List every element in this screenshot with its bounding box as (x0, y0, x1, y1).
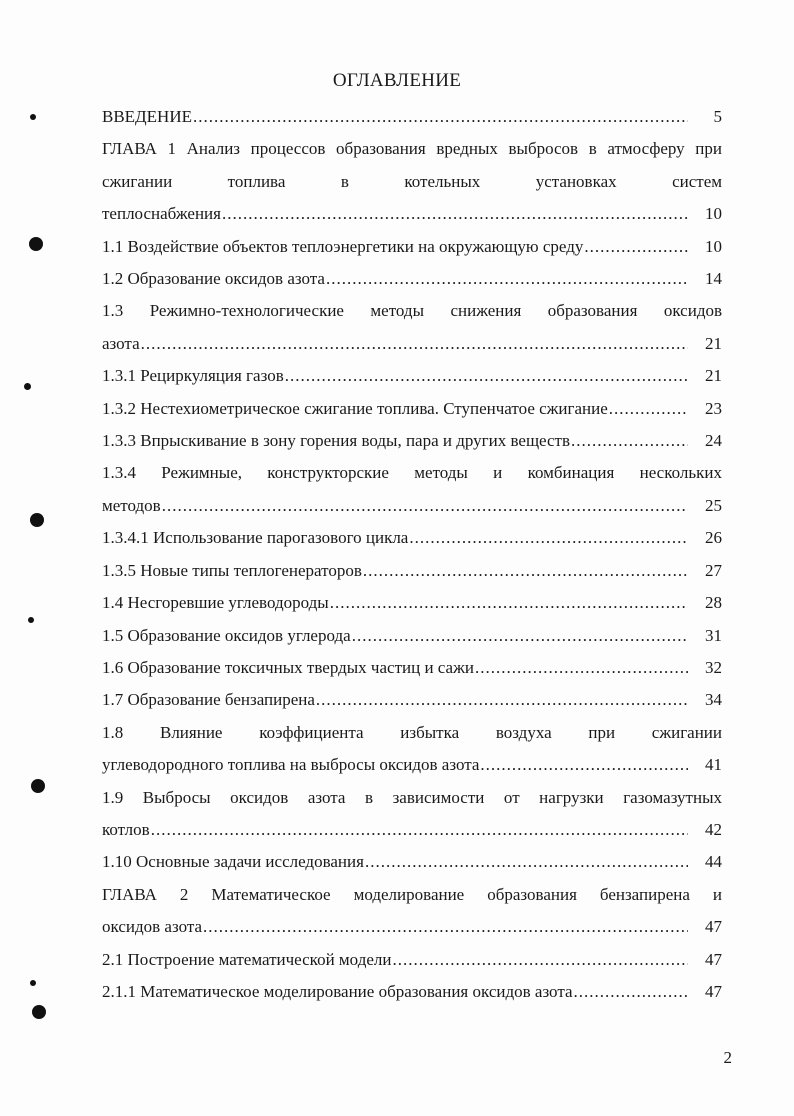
dot-leader (392, 944, 688, 976)
toc-entry-title: 1.3.1 Рециркуляция газов (102, 366, 284, 386)
toc-entry (102, 717, 722, 782)
toc-entry-page: 44 (705, 852, 722, 872)
toc-entry-line (102, 393, 722, 425)
toc-entry-line (102, 425, 722, 457)
toc-entry-heading-text: ГЛАВА 2 Математическое моделирование образования бензапирена и (102, 884, 722, 904)
dot-leader (151, 814, 688, 846)
toc-entry-title: 1.10 Основные задачи исследования (102, 852, 364, 872)
toc-entry (102, 295, 722, 360)
toc-entry (102, 944, 722, 976)
dot-leader (141, 328, 688, 360)
toc-entry (102, 133, 722, 230)
toc-entry (102, 263, 722, 295)
toc-entry (102, 522, 722, 554)
dot-leader (609, 393, 688, 425)
toc-entry-title: 1.3.5 Новые типы теплогенераторов (102, 560, 362, 580)
dot-leader (285, 360, 688, 392)
toc-entry-heading-text: 1.9 Выбросы оксидов азота в зависимости от нагрузки газомазутных (102, 787, 722, 807)
toc-entry (102, 360, 722, 392)
toc-entry-title: 1.3.4.1 Использование парогазового цикла (102, 528, 409, 548)
toc-entry-line (102, 620, 722, 652)
toc-entry-page: 47 (705, 917, 722, 937)
toc-entry-page: 23 (705, 398, 722, 418)
scan-speck (30, 980, 36, 986)
toc-entry-title: азота (102, 333, 140, 353)
toc-entry-title: ВВЕДЕНИЕ (102, 107, 192, 126)
toc-entry-heading-text: 1.3.4 Режимные, конструкторские методы и комбинация нескольких (102, 463, 722, 483)
toc-entry (102, 457, 722, 522)
toc-entry-title: углеводородного топлива на выбросы оксидов азота (102, 755, 480, 775)
toc-entry-page: 41 (705, 755, 722, 775)
toc-entry (102, 976, 722, 1008)
toc-entry-heading-text: ГЛАВА 1 Анализ процессов образования вредных выбросов в атмосферу при сжигании топлива в котельных установках систем (102, 139, 722, 191)
scan-speck (24, 383, 31, 390)
dot-leader (480, 749, 688, 781)
toc-entry-page: 28 (705, 593, 722, 613)
toc-entry-page: 34 (705, 690, 722, 710)
toc-entry-line (102, 684, 722, 716)
toc-entry-page: 42 (705, 819, 722, 839)
toc-entry-title: оксидов азота (102, 917, 203, 937)
toc-entry-line (102, 652, 722, 684)
toc-entry-title: котлов (102, 819, 150, 839)
dot-leader (203, 911, 688, 943)
toc-entry-title: 1.1 Воздействие объектов теплоэнергетики на окружающую среду (102, 236, 584, 256)
toc-entry-line (102, 490, 722, 522)
dot-leader (571, 425, 688, 457)
toc-entry-title: теплоснабжения (102, 204, 221, 224)
toc-entry-line (102, 198, 722, 230)
toc-entry-line (102, 587, 722, 619)
dot-leader (409, 522, 688, 554)
toc-entry-title: 1.6 Образование токсичных твердых частиц и сажи (102, 657, 474, 677)
toc-entry-line (102, 555, 722, 587)
toc-entry-page: 31 (705, 625, 722, 645)
binder-hole-mark (31, 779, 45, 793)
page-number: 2 (723, 1048, 732, 1067)
toc-entry-title: 1.4 Несгоревшие углеводороды (102, 593, 329, 613)
toc-entry-page: 47 (705, 981, 722, 1001)
toc-entry-page: 21 (705, 366, 722, 386)
dot-leader (475, 652, 688, 684)
toc-entry-line (102, 944, 722, 976)
toc-entry-page: 47 (705, 949, 722, 969)
dot-leader (316, 684, 688, 716)
toc-entry-line (102, 263, 722, 295)
toc-entry-line (102, 749, 722, 781)
toc-entry-line (102, 360, 722, 392)
toc-entry-line (102, 328, 722, 360)
scan-speck (30, 114, 36, 120)
toc-entry-line (102, 814, 722, 846)
toc-entry-page: 26 (705, 528, 722, 548)
toc-entry-heading-text: 1.8 Влияние коэффициента избытка воздуха при сжигании (102, 722, 722, 742)
toc-entry-title: 2.1 Построение математической модели (102, 949, 392, 969)
dot-leader (222, 198, 688, 230)
toc-entry (102, 393, 722, 425)
toc-entry (102, 846, 722, 878)
toc-entry-title: методов (102, 495, 161, 515)
toc-title: ОГЛАВЛЕНИЕ (332, 70, 462, 91)
dot-leader (574, 976, 688, 1008)
toc-entry-title: 1.3.3 Впрыскивание в зону горения воды, пара и других веществ (102, 431, 571, 451)
toc-entry-page: 32 (705, 657, 722, 677)
toc-entry-page: 10 (705, 236, 722, 256)
binder-hole-mark (29, 237, 43, 251)
toc-entry (102, 587, 722, 619)
dot-leader (584, 231, 688, 263)
toc-entry-title: 1.3.2 Нестехиометрическое сжигание топлива. Ступенчатое сжигание (102, 398, 608, 418)
dot-leader (330, 587, 688, 619)
toc-entry (102, 425, 722, 457)
toc-entry-page: 14 (705, 269, 722, 289)
toc-entry (102, 555, 722, 587)
toc-entry-title: 1.2 Образование оксидов азота (102, 269, 325, 289)
toc-entry (102, 782, 722, 847)
dot-leader (363, 555, 688, 587)
dot-leader (352, 620, 688, 652)
toc-entry (102, 652, 722, 684)
toc-entry-page: 10 (705, 204, 722, 224)
toc-entry-line (102, 846, 722, 878)
toc-entry-line (102, 231, 722, 263)
dot-leader (162, 490, 688, 522)
toc-entry-heading-text: 1.3 Режимно-технологические методы снижения образования оксидов (102, 301, 722, 321)
toc-entry-title: 1.7 Образование бензапирена (102, 690, 315, 710)
toc-entry-page: 21 (705, 333, 722, 353)
dot-leader (326, 263, 688, 295)
toc-entry (102, 684, 722, 716)
binder-hole-mark (32, 1005, 46, 1019)
dot-leader (365, 846, 688, 878)
toc-entry (102, 231, 722, 263)
binder-hole-mark (30, 513, 44, 527)
toc-entry-page: 25 (705, 495, 722, 515)
toc-entry-page: 24 (705, 431, 722, 451)
toc-entry-title: 1.5 Образование оксидов углерода (102, 625, 351, 645)
table-of-contents (102, 101, 722, 1008)
toc-entry-page: 27 (705, 560, 722, 580)
toc-entry-page: 5 (713, 107, 722, 126)
scan-speck (28, 617, 34, 623)
toc-entry (102, 620, 722, 652)
toc-entry (102, 101, 722, 133)
toc-entry-line (102, 911, 722, 943)
toc-entry (102, 879, 722, 944)
toc-entry-line (102, 101, 722, 133)
toc-entry-title: 2.1.1 Математическое моделирование образования оксидов азота (102, 981, 573, 1001)
toc-entry-line (102, 976, 722, 1008)
toc-entry-line (102, 522, 722, 554)
dot-leader (193, 101, 688, 133)
